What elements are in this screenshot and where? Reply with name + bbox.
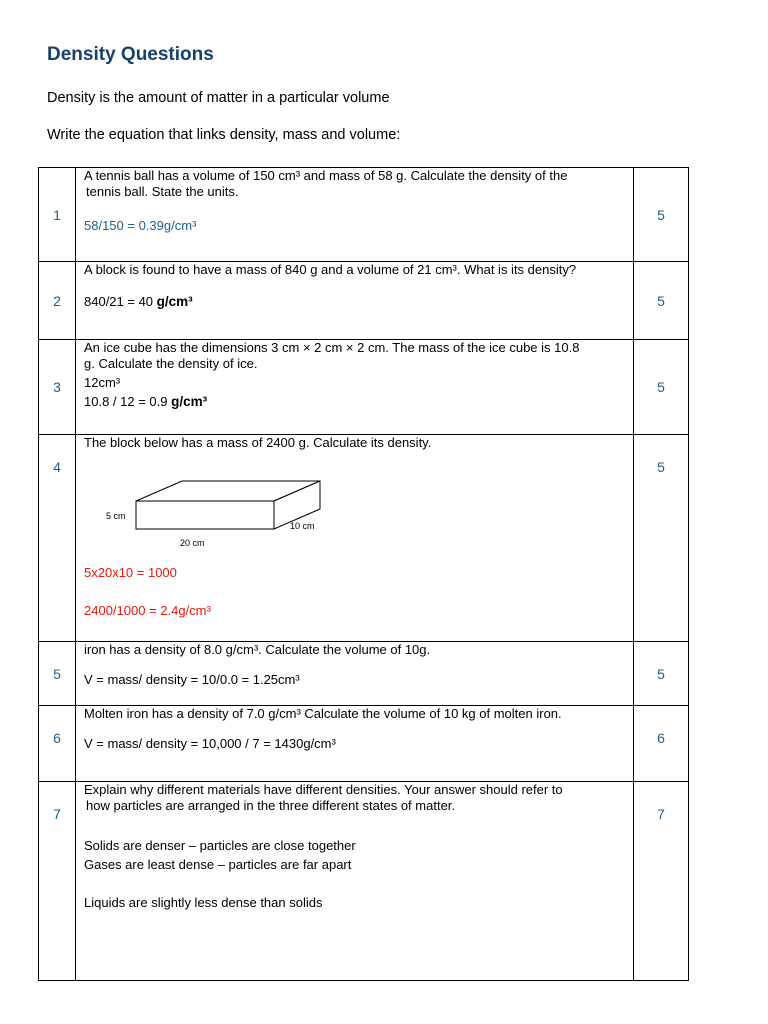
- questions-table: [38, 167, 689, 981]
- answer-text: 58/150 = 0.39g/cm³: [84, 218, 197, 233]
- question-text: A block is found to have a mass of 840 g and a volume of 21 cm³. What is its density?: [84, 262, 577, 277]
- table-row: [39, 262, 689, 340]
- question-number: 7: [39, 782, 76, 981]
- question-text: The block below has a mass of 2400 g. Calculate its density.: [84, 435, 432, 450]
- question-text: A tennis ball has a volume of 150 cm³ and mass of 58 g. Calculate the density of the: [84, 168, 568, 183]
- answer-line: [84, 294, 627, 310]
- table-row: [39, 435, 689, 642]
- length-label: 20 cm: [180, 538, 205, 548]
- question-text: Molten iron has a density of 7.0 g/cm³ Calculate the volume of 10 kg of molten iron.: [84, 706, 562, 721]
- marks-value: 6: [634, 706, 689, 782]
- question-cell: [76, 706, 634, 782]
- question-number: 4: [39, 435, 76, 642]
- question-text-cont: g. Calculate the density of ice.: [84, 356, 258, 371]
- question-number: 5: [39, 642, 76, 706]
- page-title: Density Questions: [47, 44, 214, 65]
- answer-text: V = mass/ density = 10/0.0 = 1.25cm³: [84, 672, 300, 687]
- equation-prompt: Write the equation that links density, mass and volume:: [47, 127, 401, 143]
- question-text: An ice cube has the dimensions 3 cm × 2 cm × 2 cm. The mass of the ice cube is 10.8: [84, 340, 580, 355]
- answer-working: 5x20x10 = 1000: [84, 565, 177, 580]
- depth-label: 10 cm: [290, 521, 315, 531]
- answer-text: 10.8 / 12 = 0.9: [84, 394, 172, 409]
- block-diagram: [98, 469, 328, 549]
- question-cell: [76, 340, 634, 435]
- marks-value: 5: [634, 340, 689, 435]
- answer-line-3: Liquids are slightly less dense than solids: [84, 895, 323, 910]
- table-row: [39, 340, 689, 435]
- answer-line-2: Gases are least dense – particles are far apart: [84, 857, 352, 872]
- answer-text: 2400/1000 = 2.4g/cm³: [84, 603, 211, 618]
- answer-working: 12cm³: [84, 375, 121, 390]
- answer-unit: g/cm³: [156, 294, 193, 309]
- question-text-cont: tennis ball. State the units.: [86, 184, 239, 199]
- marks-value: 5: [634, 435, 689, 642]
- marks-value: 5: [634, 262, 689, 340]
- table-row: [39, 782, 689, 981]
- question-text-cont: how particles are arranged in the three different states of matter.: [86, 798, 456, 813]
- question-cell: [76, 262, 634, 340]
- table-row: [39, 706, 689, 782]
- answer-line: [84, 394, 627, 410]
- question-cell: [76, 435, 634, 642]
- question-cell: [76, 782, 634, 981]
- question-number: 6: [39, 706, 76, 782]
- answer-unit: g/cm³: [171, 394, 208, 409]
- question-cell: [76, 168, 634, 262]
- height-label: 5 cm: [106, 511, 126, 521]
- question-number: 1: [39, 168, 76, 262]
- answer-line-1: Solids are denser – particles are close together: [84, 838, 356, 853]
- question-text: iron has a density of 8.0 g/cm³. Calculate the volume of 10g.: [84, 642, 431, 657]
- block-front-face: [136, 501, 274, 529]
- question-text: Explain why different materials have different densities. Your answer should refer to: [84, 782, 563, 797]
- question-cell: [76, 642, 634, 706]
- marks-value: 7: [634, 782, 689, 981]
- marks-value: 5: [634, 168, 689, 262]
- table-row: [39, 168, 689, 262]
- marks-value: 5: [634, 642, 689, 706]
- question-number: 3: [39, 340, 76, 435]
- answer-text: V = mass/ density = 10,000 / 7 = 1430g/cm³: [84, 736, 336, 751]
- intro-text: Density is the amount of matter in a particular volume: [47, 90, 390, 106]
- table-row: [39, 642, 689, 706]
- answer-text: 840/21 = 40: [84, 294, 157, 309]
- question-number: 2: [39, 262, 76, 340]
